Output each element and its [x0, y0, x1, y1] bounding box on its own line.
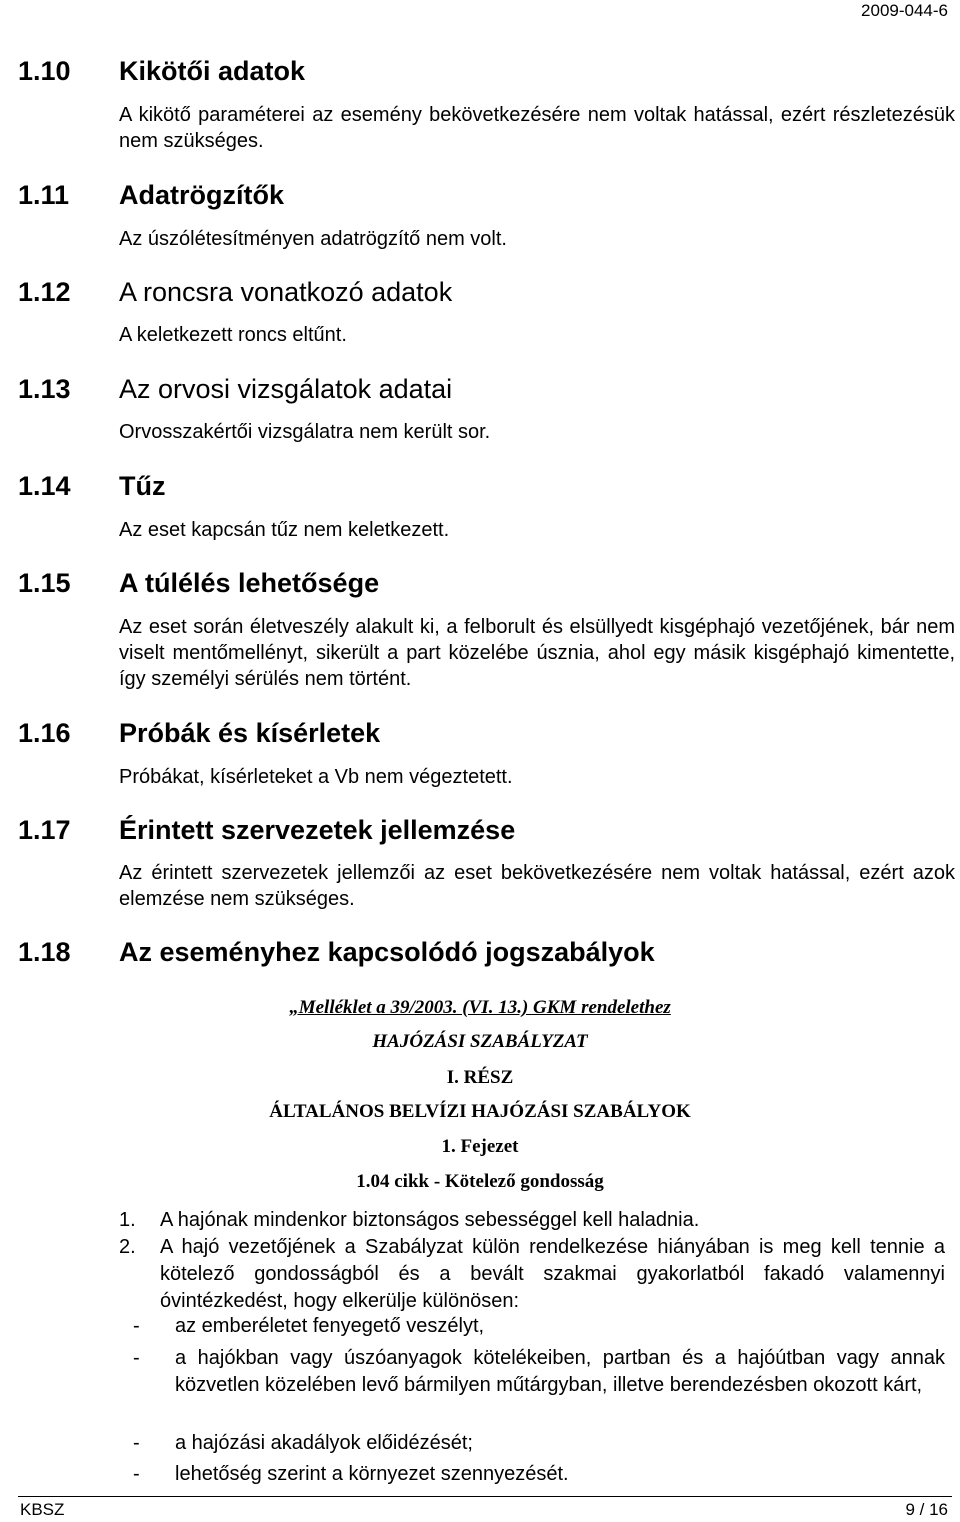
- section-number: 1.15: [18, 568, 71, 598]
- section-title: Adatrögzítők: [119, 180, 284, 210]
- section-title: Próbák és kísérletek: [119, 718, 381, 748]
- regulation-title: HAJÓZÁSI SZABÁLYZAT: [372, 1031, 588, 1052]
- section-title: Tűz: [119, 471, 166, 501]
- section-1-12-body: A keletkezett roncs eltűnt.: [119, 324, 347, 346]
- section-title: Kikötői adatok: [119, 56, 306, 86]
- list-marker: -: [133, 1315, 140, 1337]
- list-item-text: lehetőség szerint a környezet szennyezését.: [175, 1463, 569, 1485]
- list-item: [119, 1430, 955, 1457]
- list-item-text: az emberéletet fenyegető veszélyt,: [175, 1315, 485, 1337]
- page-number: 9 / 16: [905, 1500, 948, 1519]
- list-item: [119, 1461, 955, 1488]
- section-title: Érintett szervezetek jellemzése: [119, 815, 516, 845]
- section-number: 1.14: [18, 471, 71, 501]
- list-item: [119, 1207, 955, 1234]
- section-title: A roncsra vonatkozó adatok: [119, 277, 453, 307]
- list-item-text: A hajónak mindenkor biztonságos sebességgel kell haladnia.: [160, 1209, 700, 1231]
- section-number: 1.18: [18, 937, 71, 967]
- list-marker: 1.: [119, 1209, 136, 1231]
- section-1-13-body: Orvosszakértői vizsgálatra nem került sor.: [119, 421, 491, 443]
- list-item-text: a hajózási akadályok előidézését;: [175, 1432, 473, 1454]
- section-number: 1.11: [18, 180, 70, 210]
- regulation-annex: „Melléklet a 39/2003. (VI. 13.) GKM rendelethez: [289, 997, 671, 1018]
- list-marker: -: [133, 1347, 140, 1369]
- footer-divider: [18, 1496, 952, 1497]
- section-number: 1.13: [18, 374, 71, 404]
- regulation-part-title: ÁLTALÁNOS BELVÍZI HAJÓZÁSI SZABÁLYOK: [269, 1101, 691, 1122]
- regulation-part: I. RÉSZ: [446, 1067, 514, 1088]
- section-number: 1.10: [18, 56, 71, 86]
- list-marker: -: [133, 1463, 140, 1485]
- section-1-10-body: A kikötő paraméterei az esemény bekövetkezésére nem voltak hatással, ezért részletezésük nem szükséges.: [119, 104, 955, 152]
- list-item: [119, 1313, 955, 1340]
- document-id: 2009-044-6: [861, 1, 948, 20]
- section-title: Az orvosi vizsgálatok adatai: [119, 374, 453, 404]
- section-1-15-body: Az eset során életveszély alakult ki, a felborult és elsüllyedt kisgéphajó vezetőjének, bár nem viselt mentőmellényt, sikerült a part közelébe úsznia, ahol egy másik kisgéphajó kimentette, így személyi sérülés nem történt.: [119, 616, 955, 690]
- section-number: 1.17: [18, 815, 71, 845]
- list-item: [119, 1234, 955, 1315]
- list-item-text: a hajókban vagy úszóanyagok kötelékeiben, partban és a hajóútban vagy annak közvetlen közelében levő bármilyen műtárgyban, illetve berendezésben okozott kárt,: [175, 1347, 945, 1396]
- list-marker: -: [133, 1432, 140, 1454]
- section-1-17-body: Az érintett szervezetek jellemzői az eset bekövetkezésére nem voltak hatással, ezért azok elemzése nem szükséges.: [119, 862, 955, 910]
- section-title: Az eseményhez kapcsolódó jogszabályok: [119, 937, 655, 967]
- section-title: A túlélés lehetősége: [119, 568, 380, 598]
- section-number: 1.16: [18, 718, 71, 748]
- list-item: [119, 1345, 955, 1426]
- list-item-text: A hajó vezetőjének a Szabályzat külön rendelkezése hiányában is meg kell tennie a kötelező gondosságból és a bevált szakmai gyakorlatból fakadó valamennyi óvintézkedést, hogy elkerülje különösen:: [160, 1236, 945, 1312]
- list-marker: 2.: [119, 1236, 136, 1258]
- regulation-chapter: 1. Fejezet: [441, 1136, 519, 1157]
- regulation-article: 1.04 cikk - Kötelező gondosság: [356, 1171, 604, 1192]
- section-1-16-body: Próbákat, kísérleteket a Vb nem végeztetett.: [119, 766, 513, 788]
- footer-org: KBSZ: [20, 1500, 65, 1519]
- section-1-14-body: Az eset kapcsán tűz nem keletkezett.: [119, 519, 450, 541]
- section-1-11-body: Az úszólétesítményen adatrögzítő nem volt.: [119, 228, 507, 250]
- section-number: 1.12: [18, 277, 71, 307]
